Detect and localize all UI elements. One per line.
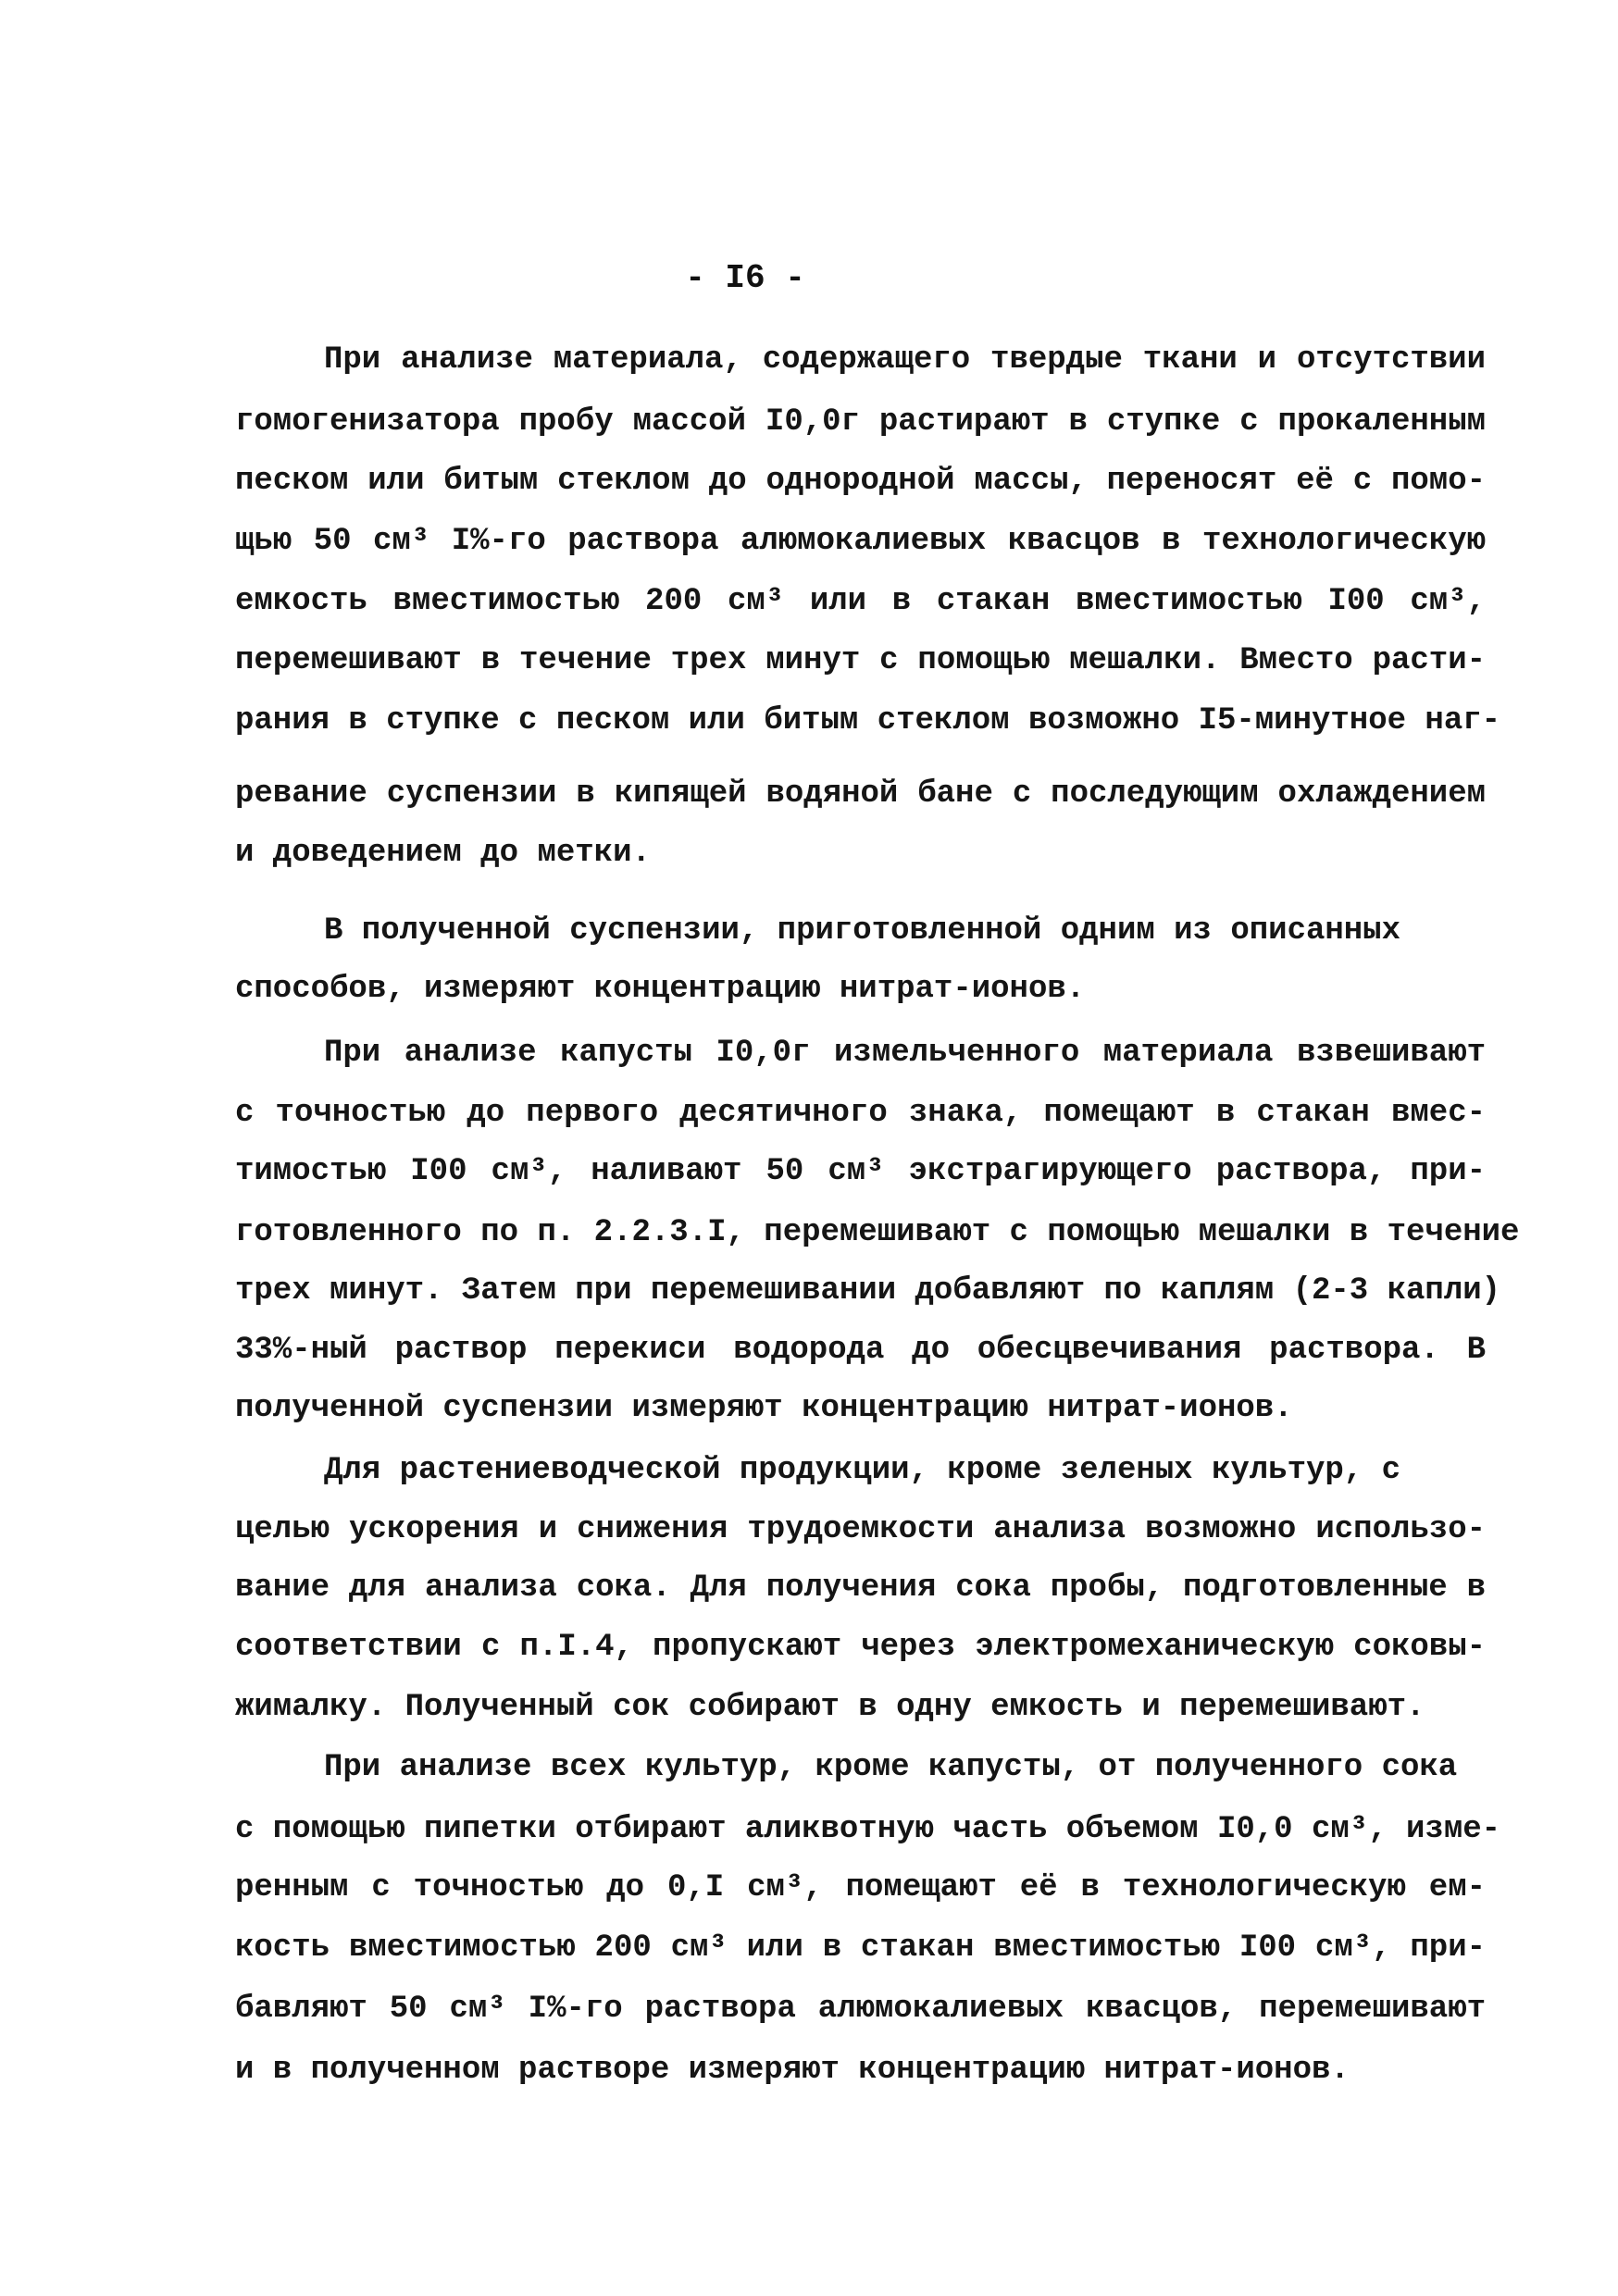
text-line: с точностью до первого десятичного знака, помещают в стакан вмес-	[235, 1096, 1486, 1131]
text-line: бавляют 50 см³ I%-го раствора алюмокалиевых квасцов, перемешивают	[235, 1992, 1486, 2027]
text-line: вание для анализа сока. Для получения сока пробы, подготовленные в	[235, 1570, 1486, 1606]
text-line: тимостью I00 см³, наливают 50 см³ экстрагирующего раствора, при-	[235, 1154, 1486, 1189]
text-line: ренным с точностью до 0,I см³, помещают её в технологическую ем-	[235, 1870, 1486, 1905]
text-line: рания в ступке с песком или битым стеклом возможно I5-минутное наг-	[235, 703, 1501, 738]
text-line: ревание суспензии в кипящей водяной бане с последующим охлаждением	[235, 776, 1486, 812]
text-line: При анализе материала, содержащего твердые ткани и отсутствии	[324, 342, 1486, 378]
text-line: и в полученном растворе измеряют концентрацию нитрат-ионов.	[235, 2053, 1350, 2088]
text-line: 33%-ный раствор перекиси водорода до обесцвечивания раствора. В	[235, 1333, 1486, 1368]
text-line: соответствии с п.I.4, пропускают через электромеханическую соковы-	[235, 1630, 1486, 1665]
text-line: гомогенизатора пробу массой I0,0г растирают в ступке с прокаленным	[235, 404, 1486, 440]
text-line: кость вместимостью 200 см³ или в стакан вместимостью I00 см³, при-	[235, 1930, 1486, 1966]
page-number: - I6 -	[685, 259, 805, 297]
text-line: трех минут. Затем при перемешивании добавляют по каплям (2-3 капли)	[235, 1273, 1501, 1309]
text-line: При анализе капусты I0,0г измельченного материала взвешивают	[324, 1036, 1486, 1071]
text-line: целью ускорения и снижения трудоемкости анализа возможно использо-	[235, 1512, 1486, 1547]
text-line: щью 50 см³ I%-го раствора алюмокалиевых квасцов в технологическую	[235, 524, 1486, 559]
text-line: готовленного по п. 2.2.3.I, перемешивают с помощью мешалки в течение	[235, 1215, 1520, 1250]
text-line: способов, измеряют концентрацию нитрат-ионов.	[235, 972, 1086, 1007]
text-line: емкость вместимостью 200 см³ или в стакан вместимостью I00 см³,	[235, 584, 1486, 619]
text-line: Для растениеводческой продукции, кроме зеленых культур, с	[324, 1453, 1400, 1488]
text-line: песком или битым стеклом до однородной массы, переносят её с помо-	[235, 464, 1486, 499]
text-line: и доведением до метки.	[235, 836, 651, 871]
text-line: полученной суспензии измеряют концентрацию нитрат-ионов.	[235, 1391, 1293, 1426]
text-line: В полученной суспензии, приготовленной одним из описанных	[324, 913, 1400, 949]
text-line: перемешивают в течение трех минут с помощью мешалки. Вместо расти-	[235, 643, 1486, 678]
text-line: с помощью пипетки отбирают аликвотную часть объемом I0,0 см³, изме-	[235, 1812, 1501, 1847]
text-line: жималку. Полученный сок собирают в одну емкость и перемешивают.	[235, 1690, 1425, 1725]
text-line: При анализе всех культур, кроме капусты, от полученного сока	[324, 1750, 1458, 1785]
